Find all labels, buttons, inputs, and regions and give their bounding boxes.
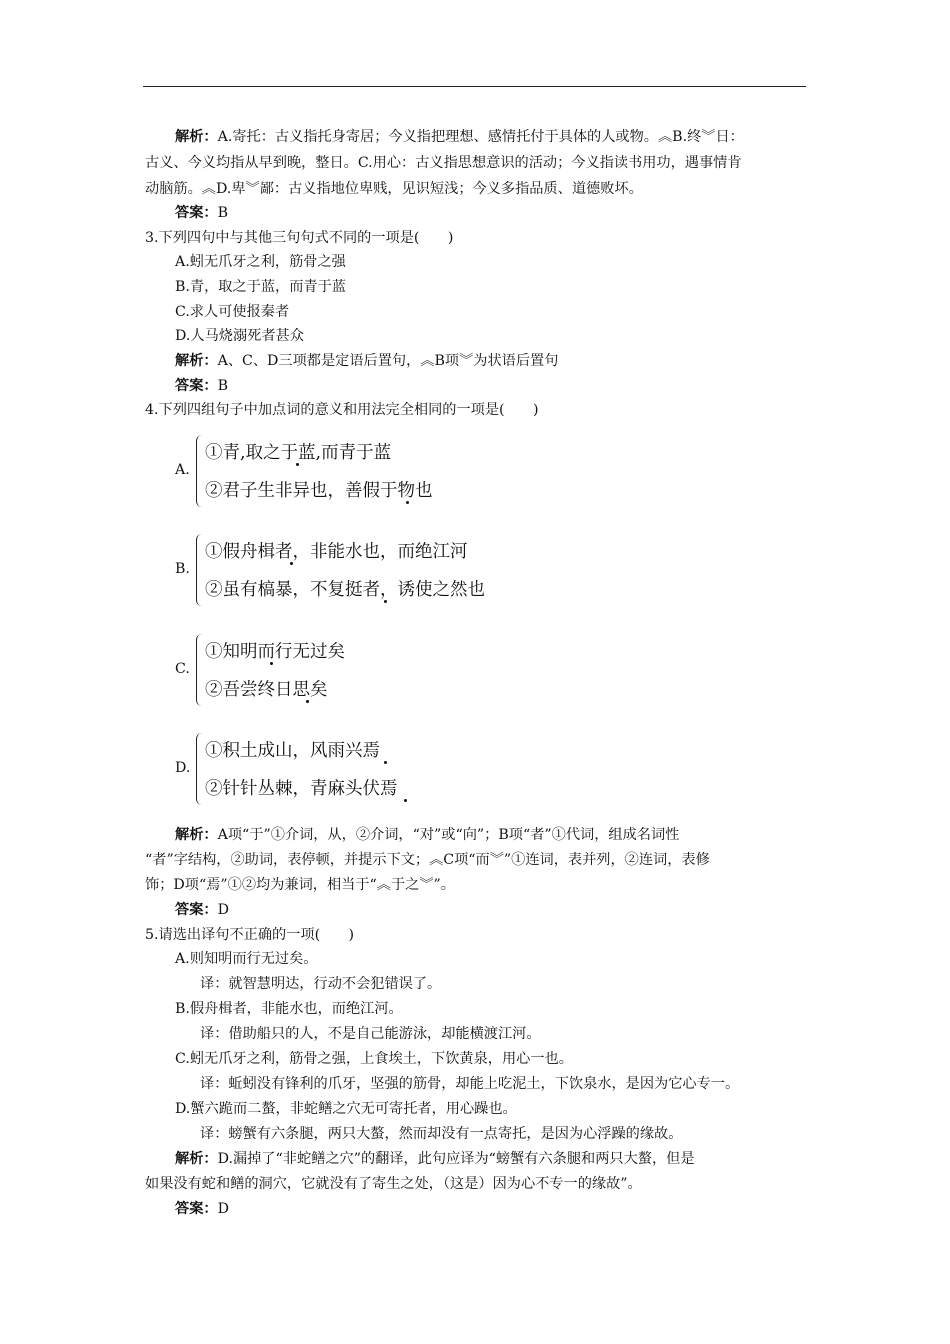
analysis-line: 解析：D.漏掉了“非蛇鳝之穴”的翻译，此句应译为“螃蟹有六条腿和两只大螯，但是	[175, 1151, 695, 1167]
translation-line: 译：蚯蚓没有锋利的爪牙，坚强的筋骨，却能上吃泥土，下饮泉水，是因为它心专一。	[200, 1076, 740, 1092]
option-line: B.假舟楫者，非能水也，而绝江河。	[175, 1001, 403, 1017]
translation-line: 译：螃蟹有六条腿，两只大螯，然而却没有一点寄托，是因为心浮躁的缘故。	[200, 1126, 683, 1142]
option-line: C.蚓无爪牙之利，筋骨之强，上食埃土，下饮黄泉，用心一也。	[175, 1051, 573, 1067]
analysis-line: 解析：A、C、D三项都是定语后置句，︽B项︾为状语后置句	[175, 353, 559, 369]
option-line: C.求人可使报秦者	[175, 304, 290, 320]
emphasis-dot	[296, 463, 299, 466]
analysis-line: 解析：A项“于”①介词，从，②介词，“对”或“向”；B项“者”①代词，组成名词性	[175, 827, 680, 843]
translation-line: 译：就智慧明达，行动不会犯错误了。	[200, 976, 442, 992]
answer-line: 答案：D	[175, 902, 229, 918]
brace	[196, 534, 204, 606]
option-group-a	[175, 433, 575, 513]
option-letter: D.	[175, 760, 191, 776]
emphasis-dot	[384, 600, 387, 603]
option-group-b	[175, 532, 575, 612]
brace	[196, 634, 204, 706]
analysis-line: 如果没有蛇和鳝的洞穴，它就没有了寄生之处，（这是）因为心不专一的缘故”。	[145, 1176, 642, 1192]
brace	[196, 435, 204, 507]
option-letter: B.	[175, 561, 190, 577]
question-3: 3.下列四句中与其他三句句式不同的一项是( )	[145, 230, 454, 246]
answer-line: 答案：D	[175, 1201, 229, 1217]
sentence-2: ②针针丛棘，青麻头伏焉	[205, 779, 398, 799]
sentence-2: ②虽有槁暴，不复挺者，诱使之然也	[205, 580, 485, 600]
option-letter: A.	[175, 462, 190, 478]
header-rule	[143, 86, 806, 87]
sentence-1: ①假舟楫者，非能水也，而绝江河	[205, 542, 468, 562]
analysis-line: “者”字结构，②助词，表停顿，并提示下文；︽C项“而︾”①连词，表并列，②连词，表修	[145, 852, 710, 868]
option-letter: C.	[175, 661, 190, 677]
option-line: B.青，取之于蓝，而青于蓝	[175, 279, 346, 295]
emphasis-dot	[384, 761, 387, 764]
option-line: A.蚓无爪牙之利，筋骨之强	[175, 254, 346, 270]
emphasis-dot	[270, 662, 273, 665]
analysis-line: 古义、今义均指从早到晚，整日。C.用心：古义指思想意识的活动；今义指读书用功，遇事情肯	[145, 155, 742, 171]
analysis-line: 动脑筋。︽D.卑︾鄙：古义指地位卑贱，见识短浅；今义多指品质、道德败坏。	[145, 181, 643, 197]
sentence-1: ①积土成山，风雨兴焉	[205, 741, 380, 761]
analysis-line: 饰；D项“焉”①②均为兼词，相当于“︽于之︾”。	[145, 877, 455, 893]
emphasis-dot	[290, 562, 293, 565]
option-line: D.蟹六跪而二螯，非蛇鳝之穴无可寄托者，用心躁也。	[175, 1101, 517, 1117]
answer-line: 答案：B	[175, 205, 229, 221]
brace	[196, 733, 204, 805]
sentence-2: ②君子生非异也，善假于物也	[205, 481, 433, 501]
question-5: 5.请选出译句不正确的一项( )	[145, 927, 355, 943]
answer-line: 答案：B	[175, 378, 229, 394]
question-4: 4.下列四组句子中加点词的意义和用法完全相同的一项是( )	[145, 402, 539, 418]
emphasis-dot	[406, 501, 409, 504]
analysis-line: 解析：A.寄托：古义指托身寄居；今义指把理想、感情托付于具体的人或物。︽B.终︾日：	[175, 129, 744, 145]
option-group-c	[175, 632, 575, 712]
sentence-2: ②吾尝终日思矣	[205, 680, 328, 700]
option-line: A.则知明而行无过矣。	[175, 951, 318, 967]
sentence-1: ①青,取之于蓝,而青于蓝	[205, 443, 392, 463]
emphasis-dot	[404, 799, 407, 802]
emphasis-dot	[306, 700, 309, 703]
option-line: D.人马烧溺死者甚众	[175, 328, 304, 344]
translation-line: 译：借助船只的人，不是自己能游泳，却能横渡江河。	[200, 1026, 541, 1042]
sentence-1: ①知明而行无过矣	[205, 642, 345, 662]
option-group-d	[175, 731, 575, 811]
